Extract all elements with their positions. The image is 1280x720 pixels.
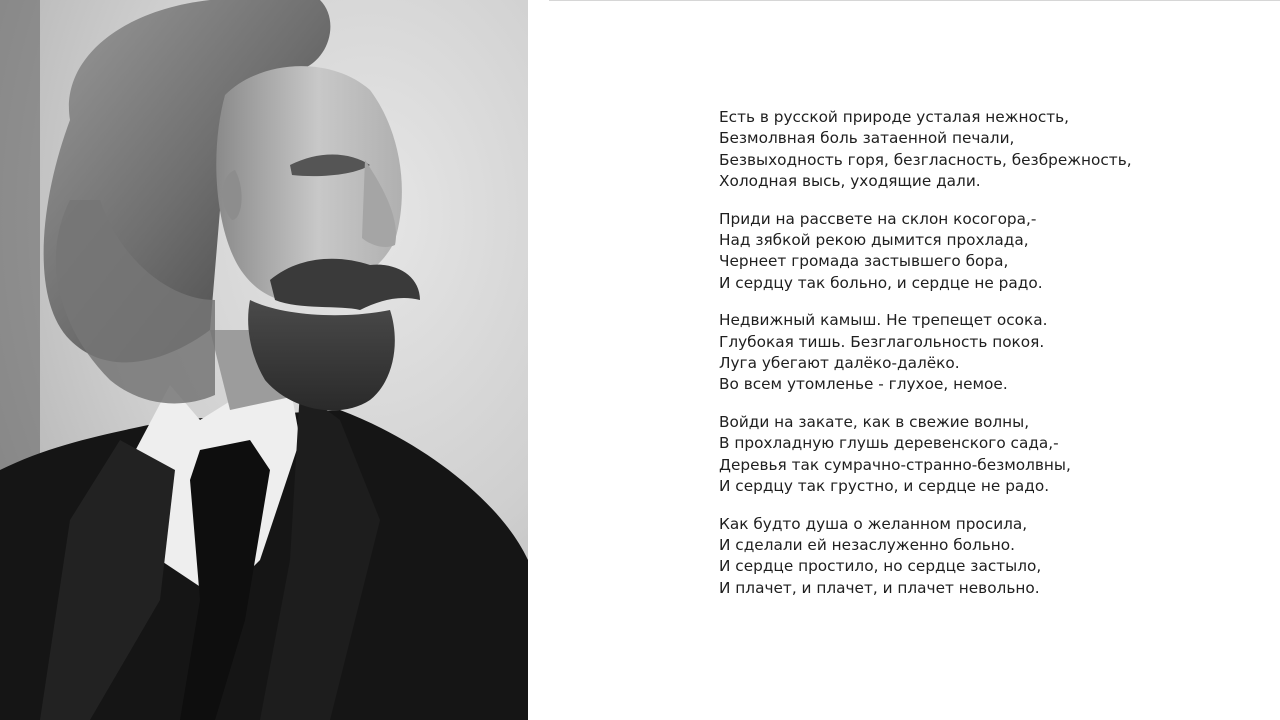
- poem-line: Чернеет громада застывшего бора,: [719, 252, 1009, 271]
- poem-line: Деревья так сумрачно-странно-безмолвны,: [719, 455, 1071, 474]
- poem-line: И сердце простило, но сердце застыло,: [719, 557, 1042, 576]
- portrait-illustration: [0, 0, 528, 720]
- poem-line: Над зябкой рекою дымится прохлада,: [719, 230, 1029, 249]
- poem-line: Луга убегают далёко-далёко.: [719, 353, 960, 372]
- stanza-4: [719, 412, 1259, 497]
- poem-line: И плачет, и плачет, и плачет невольно.: [719, 578, 1040, 597]
- poem-line: В прохладную глушь деревенского сада,-: [719, 434, 1059, 453]
- stanza-2: [719, 209, 1259, 294]
- poem-line: Холодная высь, уходящие дали.: [719, 171, 981, 190]
- poem-line: Войди на закате, как в свежие волны,: [719, 413, 1030, 432]
- stanza-5: [719, 514, 1259, 599]
- poem-line: Глубокая тишь. Безглагольность покоя.: [719, 332, 1045, 351]
- poem-line: Есть в русской природе усталая нежность,: [719, 108, 1070, 126]
- stanza-3: [719, 310, 1259, 395]
- poem-text: [719, 107, 1259, 615]
- poem-line: И сердцу так больно, и сердце не радо.: [719, 273, 1043, 292]
- poem-line: Безвыходность горя, безгласность, безбрежность,: [719, 150, 1132, 169]
- poem-line: Во всем утомленье - глухое, немое.: [719, 375, 1008, 394]
- poem-line: Приди на рассвете на склон косогора,-: [719, 209, 1037, 228]
- poem-line: Недвижный камыш. Не трепещет осока.: [719, 311, 1048, 330]
- poem-line: И сердцу так грустно, и сердце не радо.: [719, 476, 1050, 495]
- poem-line: Безмолвная боль затаенной печали,: [719, 129, 1015, 148]
- portrait-photo: [0, 0, 528, 720]
- top-divider-line: [549, 0, 1280, 1]
- poem-line: И сделали ей незаслуженно больно.: [719, 536, 1016, 555]
- poem-line: Как будто душа о желанном просила,: [719, 514, 1028, 533]
- stanza-1: [719, 107, 1259, 192]
